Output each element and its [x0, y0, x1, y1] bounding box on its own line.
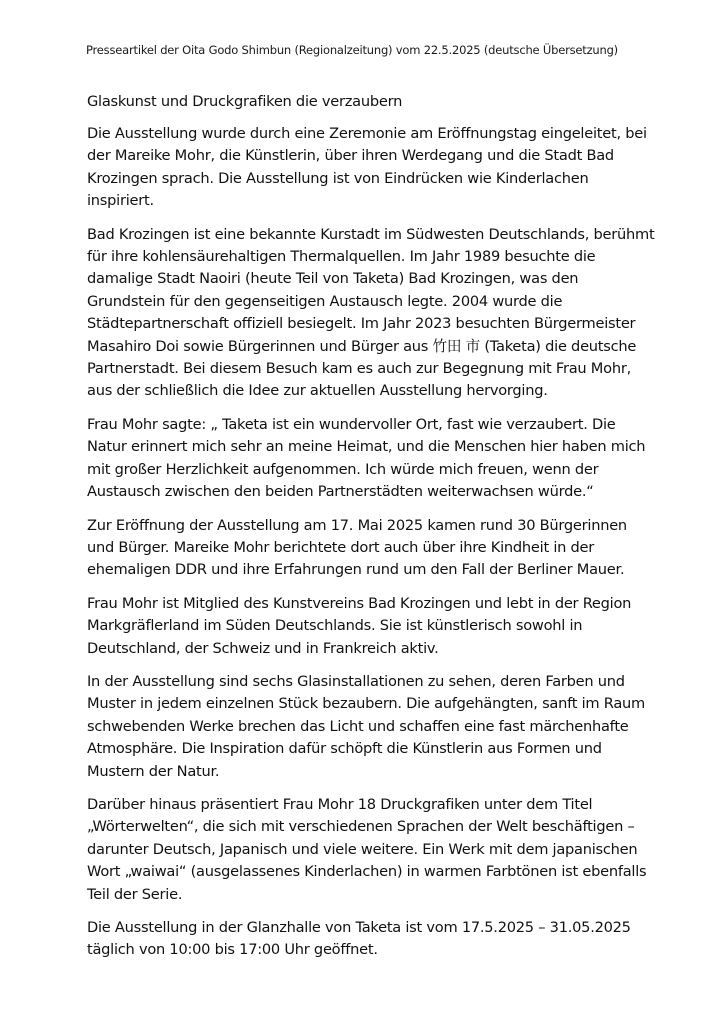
- paragraph-opening-event: [87, 515, 647, 582]
- text-line: darunter Deutsch, Japanisch und viele weitere. Ein Werk mit dem japanischen: [87, 840, 638, 858]
- text-line: Mustern der Natur.: [87, 762, 220, 780]
- article-title: Glaskunst und Druckgrafiken die verzaubern: [87, 93, 403, 110]
- text-line: Frau Mohr ist Mitglied des Kunstvereins Bad Krozingen und lebt in der Region: [87, 594, 632, 612]
- text-line: Städtepartnerschaft offiziell besiegelt. Im Jahr 2023 besuchten Bürgermeister: [87, 315, 636, 333]
- text-line: Partnerstadt. Bei diesem Besuch kam es auch zur Begegnung mit Frau Mohr,: [87, 360, 631, 378]
- text-line: Die Ausstellung wurde durch eine Zeremonie am Eröffnungstag eingeleitet, bei: [87, 125, 647, 142]
- text-line: und Bürger. Mareike Mohr berichtete dort auch über ihre Kindheit in der: [87, 538, 595, 556]
- paragraph-opening-hours: [87, 917, 647, 962]
- text-line: Zur Eröffnung der Ausstellung am 17. Mai 2025 kamen rund 30 Bürgerinnen: [87, 516, 627, 534]
- text-line: Grundstein für den gegenseitigen Austausch legte. 2004 wurde die: [87, 292, 563, 310]
- page-header: Presseartikel der Oita Godo Shimbun (Regionalzeitung) vom 22.5.2025 (deutsche Übersetzung): [86, 43, 618, 57]
- text-line: täglich von 10:00 bis 17:00 Uhr geöffnet.: [87, 941, 378, 959]
- text-line: Wort „waiwai“ (ausgelassenes Kinderlachen) in warmen Farbtönen ist ebenfalls: [87, 863, 647, 881]
- text-line: Krozingen sprach. Die Ausstellung ist von Eindrücken wie Kinderlachen: [87, 169, 589, 187]
- paragraph-glass-installations: [87, 671, 647, 783]
- text-line: inspiriert.: [87, 192, 154, 210]
- text-line: Austausch zwischen den beiden Partnerstädten weiterwachsen würde.“: [87, 483, 594, 501]
- text-line: Muster in jedem einzelnen Stück bezaubern. Die aufgehängten, sanft im Raum: [87, 695, 645, 713]
- text-line: Teil der Serie.: [87, 885, 183, 903]
- text-line: Natur erinnert mich sehr an meine Heimat, und die Menschen hier haben mich: [87, 438, 646, 456]
- paragraph-prints: [87, 794, 647, 906]
- text-line: schwebenden Werke brechen das Licht und schaffen eine fast märchenhafte: [87, 717, 629, 735]
- text-line: Atmosphäre. Die Inspiration dafür schöpft die Künstlerin aus Formen und: [87, 740, 602, 758]
- text-line: aus der schließlich die Idee zur aktuellen Ausstellung hervorging.: [87, 382, 548, 400]
- text-line: der Mareike Mohr, die Künstlerin, über ihren Werdegang und die Stadt Bad: [87, 147, 614, 165]
- text-line: Deutschland, der Schweiz und in Frankreich aktiv.: [87, 639, 439, 657]
- text-line: damalige Stadt Naoiri (heute Teil von Taketa) Bad Krozingen, was den: [87, 270, 579, 288]
- paragraph-background: [87, 224, 655, 403]
- article: [87, 90, 655, 973]
- text-line: Frau Mohr sagte: „ Taketa ist ein wundervoller Ort, fast wie verzaubert. Die: [87, 415, 616, 433]
- paragraph-quote: [87, 414, 647, 504]
- text-line: Darüber hinaus präsentiert Frau Mohr 18 Druckgrafiken unter dem Titel: [87, 795, 593, 813]
- paragraph-opening: [87, 123, 647, 213]
- text-line: ehemaligen DDR und ihre Erfahrungen rund um den Fall der Berliner Mauer.: [87, 561, 625, 579]
- paragraph-artist: [87, 593, 647, 660]
- text-line: Bad Krozingen ist eine bekannte Kurstadt im Südwesten Deutschlands, berühmt: [87, 225, 655, 243]
- text-line: Markgräflerland im Süden Deutschlands. Sie ist künstlerisch sowohl in: [87, 617, 583, 635]
- text-line: In der Ausstellung sind sechs Glasinstallationen zu sehen, deren Farben und: [87, 672, 625, 690]
- text-line: „Wörterwelten“, die sich mit verschiedenen Sprachen der Welt beschäftigen –: [87, 818, 635, 836]
- text-line: Masahiro Doi sowie Bürgerinnen und Bürger aus 竹田 市 (Taketa) die deutsche: [87, 337, 637, 355]
- text-line: für ihre kohlensäurehaltigen Thermalquellen. Im Jahr 1989 besuchte die: [87, 248, 596, 266]
- text-line: mit großer Herzlichkeit aufgenommen. Ich würde mich freuen, wenn der: [87, 460, 599, 478]
- text-line: Die Ausstellung in der Glanzhalle von Taketa ist vom 17.5.2025 – 31.05.2025: [87, 919, 631, 936]
